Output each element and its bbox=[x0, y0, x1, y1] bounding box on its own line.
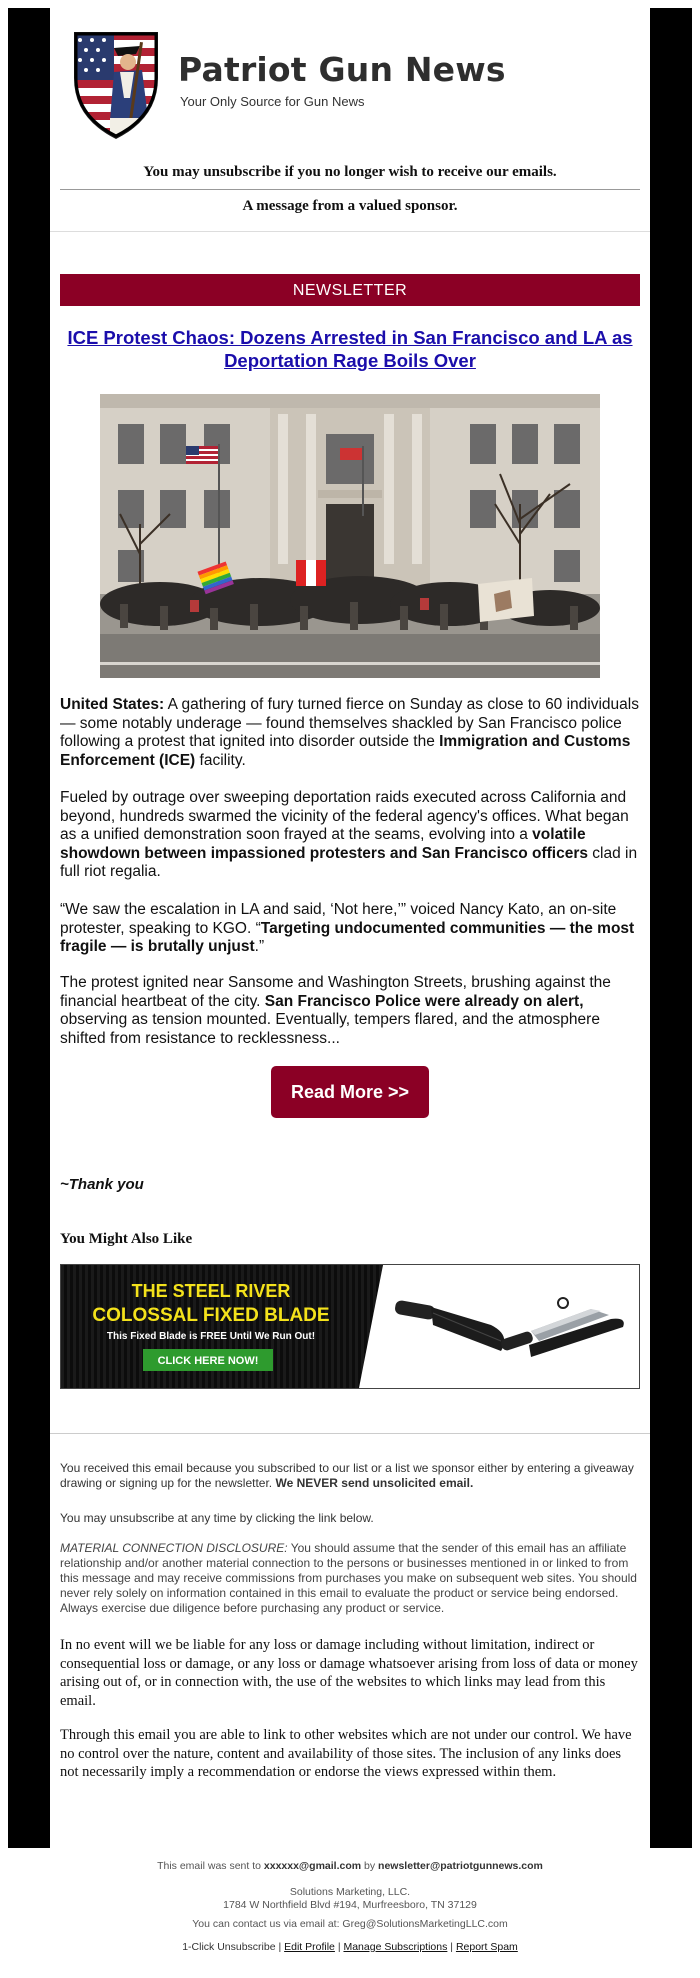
paragraph-bold: Targeting undocumented communities — the most fragile — is brutally unjust bbox=[60, 919, 635, 955]
ad-artwork bbox=[61, 1265, 639, 1388]
patriot-shield-logo[interactable] bbox=[70, 28, 162, 140]
disclosure-text: You should assume that the sender of this email has an affiliate relationship and/or another material connection to the persons or businesses mentioned in or linked to from this message and may receive commissions from purchases you make on subsequent web sites. You should never rely solely on information contained in this email to evaluate the product or service being endorsed. Always exercise due diligence before purchasing any product or service. bbox=[60, 1541, 637, 1615]
article-paragraph-1 bbox=[60, 696, 640, 770]
you-might-like-heading: You Might Also Like bbox=[60, 1231, 193, 1247]
company-street: 1784 W Northfield Blvd #194, Murfreesboro, TN 37129 bbox=[223, 1899, 477, 1911]
divider bbox=[50, 231, 650, 232]
subscription-reason bbox=[60, 1461, 640, 1491]
external-links-notice: Through this email you are able to link to other websites which are not under our control. We have no control over the nature, content and availability of those sites. The inclusion of any links does not necessarily imply a recommendation or endorse the views expressed within them. bbox=[60, 1727, 632, 1780]
unsubscribe-notice: You may unsubscribe if you no longer wish to receive our emails. bbox=[143, 164, 557, 180]
edit-profile-link[interactable]: Edit Profile bbox=[284, 1941, 335, 1953]
unsubscribe-anytime: You may unsubscribe at any time by clicking the link below. bbox=[60, 1511, 374, 1525]
ad-subline: This Fixed Blade is FREE Until We Run Out! bbox=[106, 1331, 316, 1342]
separator: | bbox=[334, 1941, 344, 1953]
knife-ad-banner[interactable] bbox=[60, 1264, 640, 1389]
company-name: Solutions Marketing, LLC. bbox=[289, 1886, 411, 1898]
footer-text: by bbox=[361, 1860, 379, 1872]
article-headline-link[interactable]: ICE Protest Chaos: Dozens Arrested in San Francisco and LA as Deportation Rage Boils Over bbox=[67, 327, 633, 371]
paragraph-text: “We saw the escalation in LA and said, ‘Not here,’” voiced Nancy Kato, an on-site protester, speaking to KGO. “ bbox=[60, 901, 617, 937]
article-paragraph-2 bbox=[60, 789, 640, 882]
sender-email: newsletter@patriotgunnews.com bbox=[378, 1860, 543, 1872]
paragraph-text: A gathering of fury turned fierce on Sunday as close to 60 individuals — some notably underage — found themselves shackled by San Francisco police following a protest that ignited into disorder outside the bbox=[60, 696, 639, 750]
paragraph-bold: San Francisco Police were already on alert, bbox=[264, 992, 584, 1010]
company-address bbox=[0, 1886, 700, 1912]
article-paragraph-4 bbox=[60, 974, 640, 1048]
one-click-unsubscribe-link[interactable]: 1-Click Unsubscribe bbox=[182, 1941, 276, 1953]
footer-text: You received this email because you subscribed to our list or a list we sponsor either by entering a giveaway drawing or signing up for the newsletter. bbox=[60, 1461, 634, 1490]
ad-headline-2: COLOSSAL FIXED BLADE bbox=[92, 1305, 330, 1326]
paragraph-text: clad in full riot regalia. bbox=[60, 844, 638, 880]
protest-photo[interactable] bbox=[100, 394, 600, 678]
manage-subscriptions-link[interactable]: Manage Subscriptions bbox=[343, 1941, 448, 1953]
ad-cta-text: CLICK HERE NOW! bbox=[157, 1355, 259, 1367]
sent-to-line bbox=[0, 1860, 700, 1873]
paragraph-text: .” bbox=[254, 938, 265, 955]
disclosure-label: MATERIAL CONNECTION DISCLOSURE: bbox=[60, 1541, 288, 1555]
liability-notice: In no event will we be liable for any loss or damage including without limitation, indirect or consequential loss or damage, or any loss or damage whatsoever arising from loss of data or money arising out of, or in connection with, the use of the websites to which links may lead from this email. bbox=[60, 1637, 638, 1709]
location-lead: United States: bbox=[60, 696, 165, 713]
thank-you-text: ~Thank you bbox=[60, 1176, 144, 1193]
paragraph-bold: Immigration and Customs Enforcement (ICE) bbox=[60, 733, 631, 769]
brand-tagline: Your Only Source for Gun News bbox=[180, 94, 365, 109]
divider bbox=[60, 189, 640, 190]
brand-title: Patriot Gun News bbox=[178, 50, 506, 89]
sponsor-notice: A message from a valued sponsor. bbox=[242, 198, 458, 214]
divider bbox=[50, 1433, 650, 1434]
newsletter-banner: NEWSLETTER bbox=[60, 274, 640, 306]
footer-links bbox=[0, 1941, 700, 1954]
paragraph-text: facility. bbox=[195, 751, 246, 769]
paragraph-text: Fueled by outrage over sweeping deportation raids executed across California and beyond, hundreds swarmed the vicinity of the federal agency's offices. What began as a unified demonstration soon frayed at the seams, evolving into a bbox=[60, 789, 629, 843]
footer-text: This email was sent to bbox=[157, 1860, 264, 1872]
material-disclosure bbox=[60, 1541, 640, 1616]
recipient-email: xxxxxx@gmail.com bbox=[263, 1860, 362, 1872]
contact-line: You can contact us via email at: Greg@SolutionsMarketingLLC.com bbox=[192, 1918, 508, 1930]
email-card bbox=[50, 8, 650, 1848]
paragraph-text: observing as tension mounted. Eventually, tempers flared, and the atmosphere shifted from resistance to recklessness... bbox=[60, 1011, 600, 1047]
read-more-button[interactable]: Read More >> bbox=[271, 1066, 429, 1118]
article-paragraph-3 bbox=[60, 901, 640, 957]
separator: | bbox=[275, 1941, 285, 1953]
separator: | bbox=[447, 1941, 456, 1953]
footer-bold: We NEVER send unsolicited email. bbox=[275, 1476, 474, 1490]
paragraph-bold: volatile showdown between impassioned protesters and San Francisco officers bbox=[60, 826, 588, 862]
paragraph-text: The protest ignited near Sansome and Washington Streets, brushing against the financial heartbeat of the city. bbox=[60, 974, 611, 1010]
report-spam-link[interactable]: Report Spam bbox=[455, 1941, 518, 1953]
ad-headline-1: THE STEEL RIVER bbox=[131, 1281, 291, 1301]
